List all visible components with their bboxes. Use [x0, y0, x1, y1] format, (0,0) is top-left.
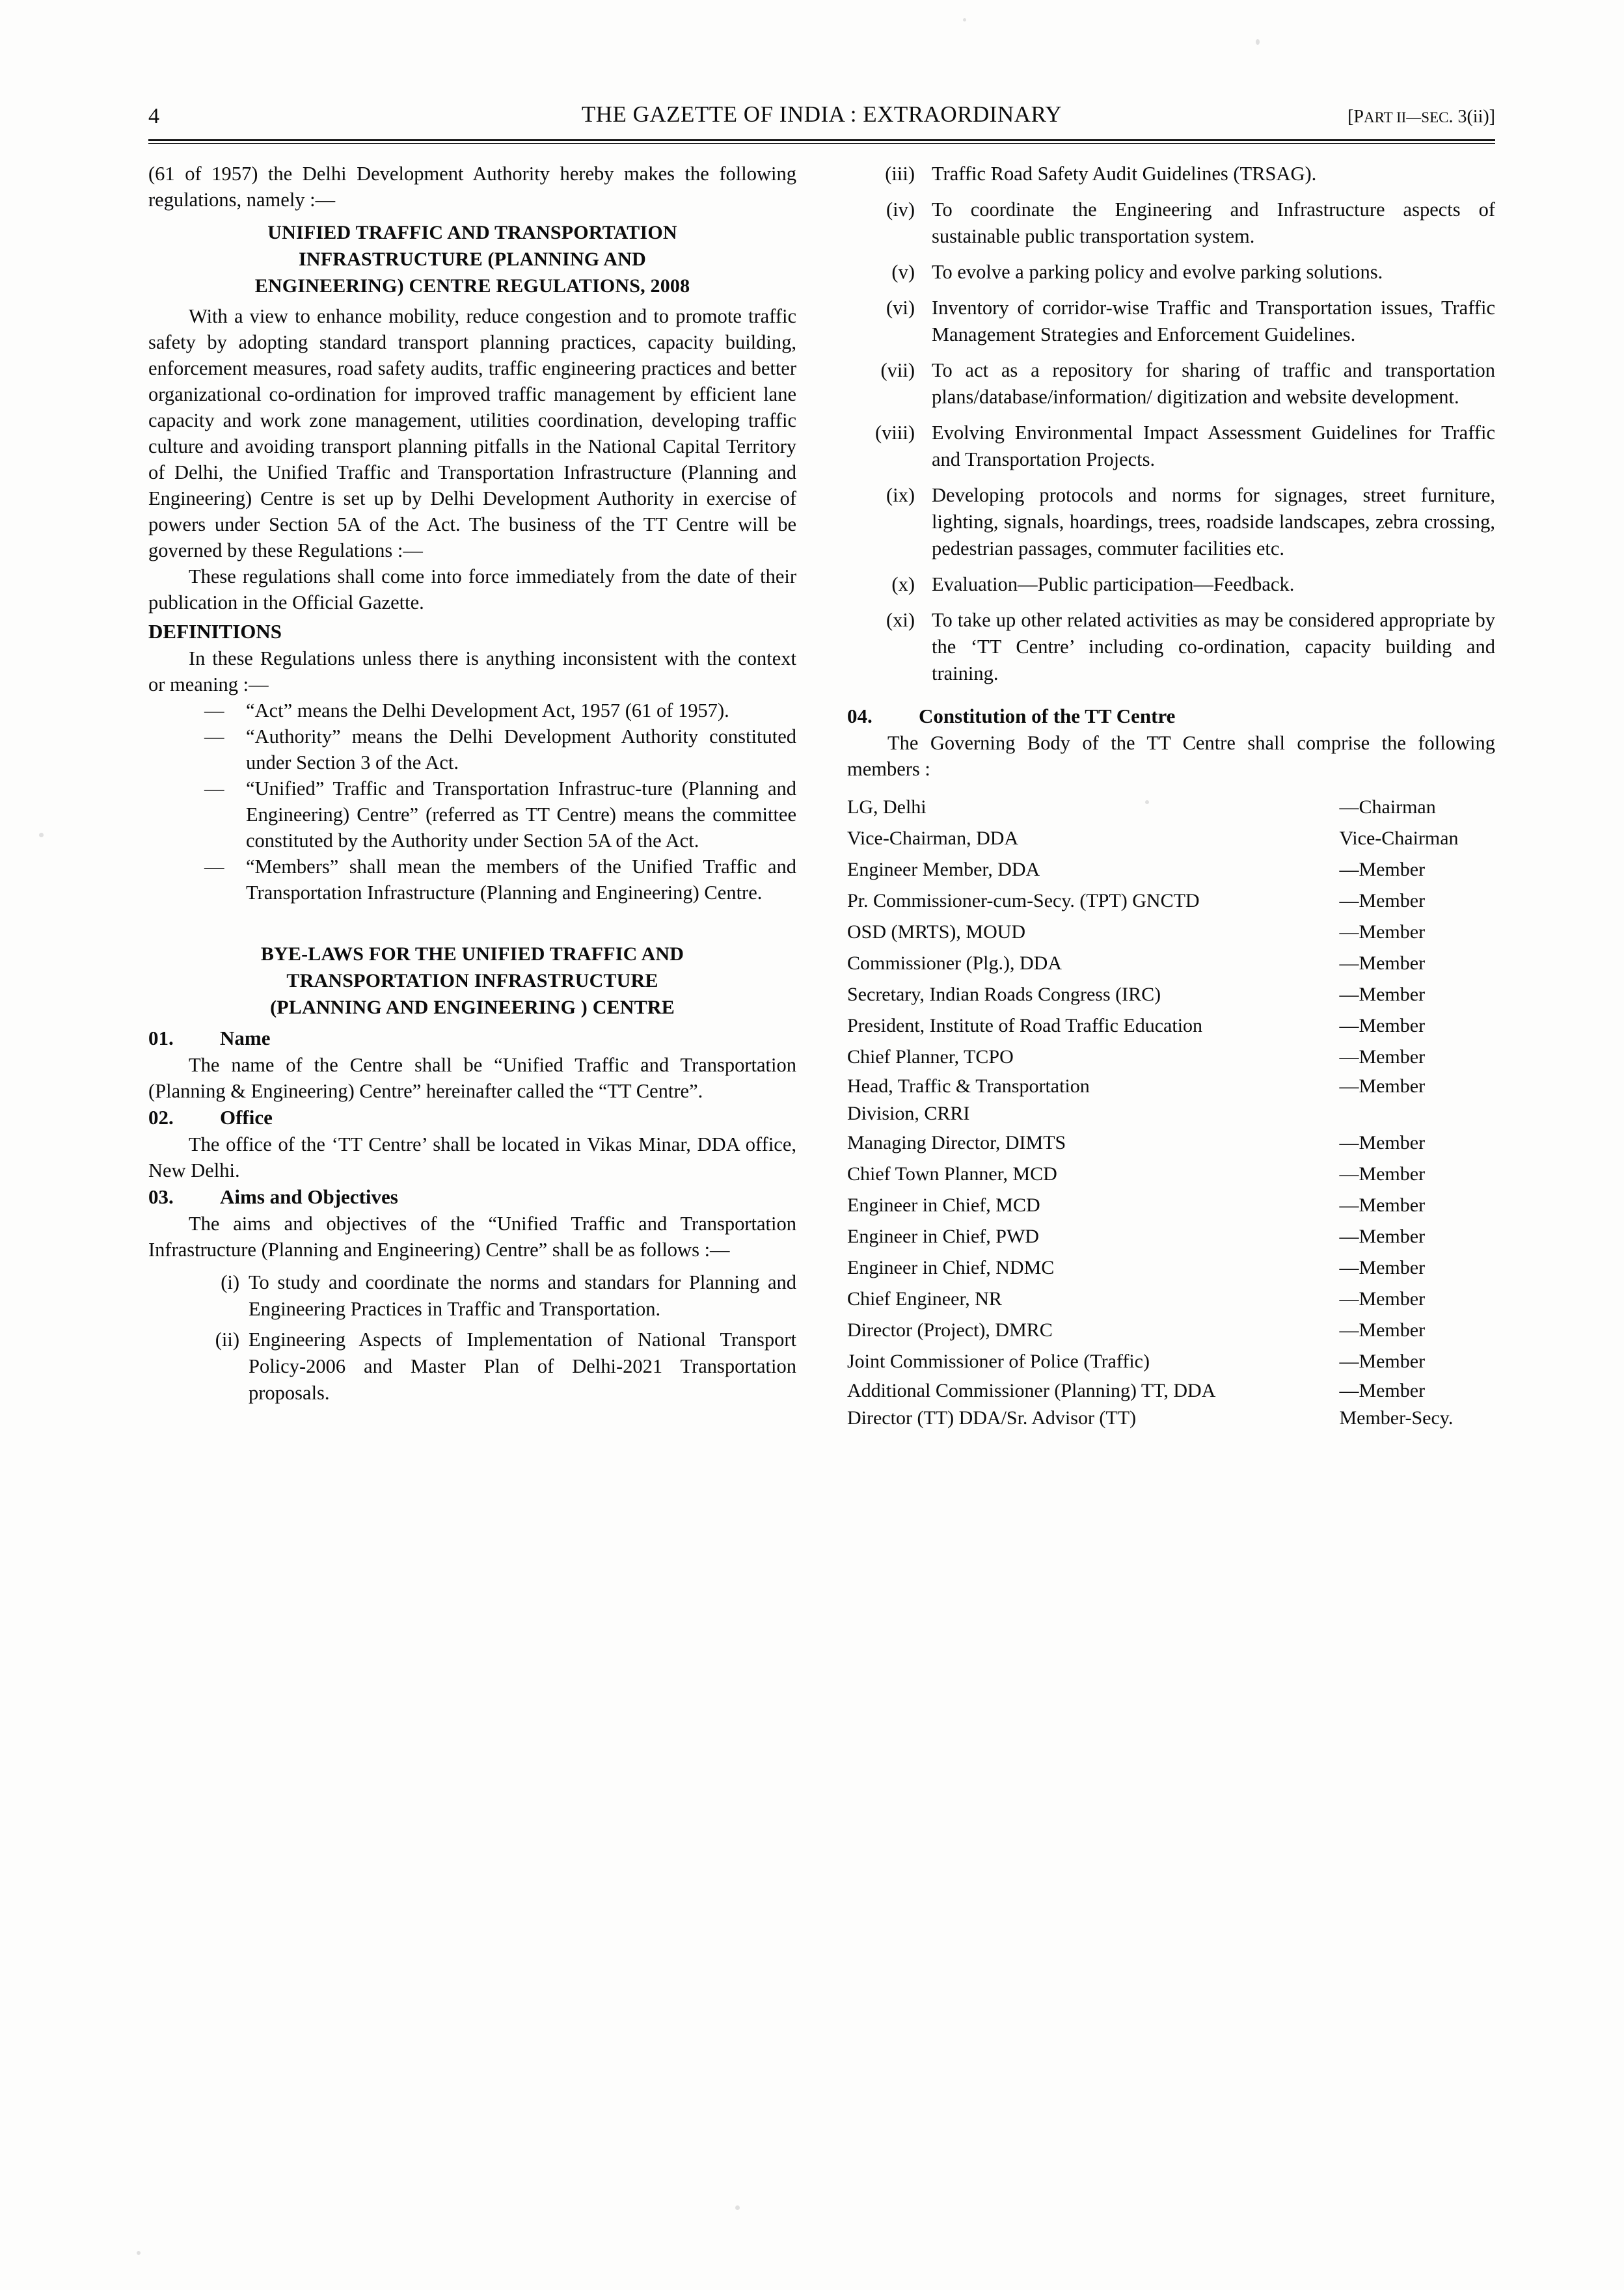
member-role: —Chairman	[1339, 796, 1436, 818]
section-03-body: The aims and objectives of the “Unified Traffic and Transportation Infrastructure (Planning and Engineering) Centre” shall be as follows :—	[148, 1213, 796, 1261]
scan-speck	[963, 18, 966, 21]
definition-text: “Act” means the Delhi Development Act, 1957 (61 of 1957).	[246, 699, 729, 721]
member-name: LG, Delhi	[847, 796, 927, 818]
regulations-heading-line-2: INFRASTRUCTURE (PLANNING AND	[299, 249, 646, 270]
objective-marker: (x)	[891, 573, 915, 595]
table-row	[847, 791, 1495, 822]
section-03-number: 03.	[148, 1185, 174, 1208]
scan-speck	[39, 833, 44, 837]
member-name: Chief Planner, TCPO	[847, 1045, 1014, 1068]
section-04-heading	[847, 703, 1495, 730]
spacer	[148, 906, 796, 934]
definition-text: “Members” shall mean the members of the Unified Traffic and Transportation Infrastructure (Planning and Engineering) Centre.	[246, 855, 796, 904]
section-04-title: Constitution of the TT Centre	[919, 705, 1176, 727]
member-name: Managing Director, DIMTS	[847, 1131, 1066, 1153]
table-row	[847, 1127, 1495, 1158]
member-role: —Member	[1339, 1131, 1426, 1153]
member-name: Pr. Commissioner-cum-Secy. (TPT) GNCTD	[847, 889, 1200, 911]
objective-text: To take up other related activities as may be considered appropriate by the ‘TT Centre’ including co-ordination, capacity building and training.	[932, 609, 1495, 684]
objective-marker: (xi)	[886, 609, 915, 631]
regulations-heading-line-3: ENGINEERING) CENTRE REGULATIONS, 2008	[254, 275, 690, 297]
two-column-body	[148, 161, 1495, 1431]
member-name: Additional Commissioner (Planning) TT, DDA	[847, 1379, 1216, 1401]
table-row	[847, 1377, 1495, 1404]
objective-text: To evolve a parking policy and evolve parking solutions.	[932, 261, 1383, 283]
objective-marker: (iv)	[886, 198, 915, 221]
table-row	[847, 854, 1495, 885]
objective-item	[847, 196, 1495, 250]
objective-item	[847, 259, 1495, 286]
section-02-number: 02.	[148, 1106, 174, 1129]
objective-marker: (iii)	[885, 163, 915, 185]
member-name: Chief Engineer, NR	[847, 1287, 1002, 1310]
definition-dash: —	[204, 855, 224, 878]
table-row	[847, 1041, 1495, 1072]
scan-speck	[735, 2205, 740, 2210]
regulations-heading-line-1: UNIFIED TRAFFIC AND TRANSPORTATION	[267, 222, 677, 243]
member-role: —Member	[1339, 1194, 1426, 1216]
table-row	[847, 1072, 1495, 1099]
objective-text: Evaluation—Public participation—Feedback.	[932, 573, 1295, 595]
part-prefix: [P	[1347, 107, 1364, 127]
objective-marker: (v)	[891, 261, 915, 283]
byelaws-heading-line-1: BYE-LAWS FOR THE UNIFIED TRAFFIC AND	[260, 943, 684, 965]
definition-dash: —	[204, 725, 224, 748]
member-name: Engineer in Chief, NDMC	[847, 1256, 1055, 1278]
section-03-title: Aims and Objectives	[220, 1185, 398, 1208]
right-column	[847, 161, 1495, 1431]
table-row	[847, 1189, 1495, 1220]
objective-text: To coordinate the Engineering and Infrastructure aspects of sustainable public transportation system.	[932, 198, 1495, 247]
member-role: —Member	[1339, 1014, 1426, 1036]
objective-text: Evolving Environmental Impact Assessment Guidelines for Traffic and Transportation Projects.	[932, 422, 1495, 470]
member-role: —Member	[1339, 1287, 1426, 1310]
page-header	[148, 98, 1495, 137]
scan-speck	[137, 2251, 141, 2255]
member-name: Chief Town Planner, MCD	[847, 1163, 1057, 1185]
part-mid: EC	[1429, 109, 1449, 126]
definitions-intro: In these Regulations unless there is anything inconsistent with the context or meaning :—	[148, 647, 796, 695]
section-02-body: The office of the ‘TT Centre’ shall be located in Vikas Minar, DDA office, New Delhi.	[148, 1133, 796, 1181]
page-content	[148, 98, 1495, 1431]
objective-text: Engineering Aspects of Implementation of National Transport Policy-2006 and Master Plan of Delhi-2021 Transportation proposals.	[249, 1328, 796, 1404]
table-row	[847, 1099, 1495, 1127]
table-row	[847, 1220, 1495, 1252]
member-name: Division, CRRI	[847, 1102, 970, 1124]
spacer	[847, 696, 1495, 703]
table-row	[847, 1252, 1495, 1283]
objective-item	[847, 571, 1495, 598]
definition-text: “Unified” Traffic and Transportation Infrastruc-ture (Planning and Engineering) Centre” (referred as TT Centre) means the committee constituted by the Authority under Section 5A of the Act.	[246, 777, 796, 852]
member-name: Director (Project), DMRC	[847, 1319, 1053, 1341]
section-04-body: The Governing Body of the TT Centre shall comprise the following members :	[847, 732, 1495, 780]
objective-item	[847, 357, 1495, 411]
member-name: Engineer in Chief, MCD	[847, 1194, 1040, 1216]
member-role: —Member	[1339, 1075, 1426, 1097]
section-02-heading	[148, 1104, 796, 1131]
commencement-paragraph: These regulations shall come into force immediately from the date of their publication in the Official Gazette.	[148, 565, 796, 613]
member-name: Vice-Chairman, DDA	[847, 827, 1019, 849]
objective-text: Developing protocols and norms for signages, street furniture, lighting, signals, hoardings, trees, roadside landscapes, zebra crossing, pedestrian passages, commuter facilities etc.	[932, 484, 1495, 559]
objective-text: To study and coordinate the norms and standars for Planning and Engineering Practices in Traffic and Transportation.	[249, 1271, 796, 1320]
byelaws-heading-line-2: TRANSPORTATION INFRASTRUCTURE	[286, 970, 658, 991]
member-role: —Member	[1339, 1379, 1426, 1401]
section-04-number: 04.	[847, 705, 873, 727]
section-03-heading	[148, 1183, 796, 1211]
objective-marker: (i)	[221, 1271, 239, 1293]
header-rule	[148, 139, 1495, 144]
member-role	[1320, 1099, 1495, 1127]
objective-item	[148, 1269, 796, 1323]
member-role: —Member	[1339, 858, 1426, 880]
intro-paragraph: (61 of 1957) the Delhi Development Authority hereby makes the following regulations, namely :—	[148, 163, 796, 211]
byelaws-heading-line-3: (PLANNING AND ENGINEERING ) CENTRE	[270, 997, 675, 1018]
member-role: Member-Secy.	[1339, 1407, 1454, 1429]
table-row	[847, 1283, 1495, 1314]
objective-item	[847, 607, 1495, 687]
objective-item	[847, 482, 1495, 562]
member-role: —Member	[1339, 1225, 1426, 1247]
member-name: Commissioner (Plg.), DDA	[847, 952, 1062, 974]
objective-item	[847, 161, 1495, 187]
table-row	[847, 822, 1495, 854]
member-name: Secretary, Indian Roads Congress (IRC)	[847, 983, 1161, 1005]
left-column	[148, 161, 796, 1431]
table-row	[847, 916, 1495, 947]
spacer	[148, 1263, 796, 1269]
table-row	[847, 978, 1495, 1010]
objective-marker: (vii)	[880, 359, 915, 381]
page-title: THE GAZETTE OF INDIA : EXTRAORDINARY	[581, 101, 1062, 127]
section-02-title: Office	[220, 1106, 273, 1129]
definition-item	[148, 854, 796, 906]
member-role: —Member	[1339, 1045, 1426, 1068]
member-name: Joint Commissioner of Police (Traffic)	[847, 1350, 1150, 1372]
member-role: —Member	[1339, 889, 1426, 911]
objective-text: Traffic Road Safety Audit Guidelines (TRSAG).	[932, 163, 1317, 185]
section-01-heading	[148, 1025, 796, 1052]
member-name: President, Institute of Road Traffic Education	[847, 1014, 1203, 1036]
section-01-body: The name of the Centre shall be “Unified Traffic and Transportation (Planning & Engineering) Centre” hereinafter called the “TT Centre”.	[148, 1054, 796, 1102]
objective-marker: (vi)	[886, 297, 915, 319]
table-row	[847, 947, 1495, 978]
definition-item	[148, 723, 796, 775]
table-row	[847, 1314, 1495, 1345]
definition-text: “Authority” means the Delhi Development Authority constituted under Section 3 of the Act.	[246, 725, 796, 774]
members-table	[847, 791, 1495, 1431]
member-role: —Member	[1339, 921, 1426, 943]
objective-marker: (ii)	[215, 1328, 239, 1351]
part-text: ART II—S	[1364, 109, 1430, 126]
objective-text: To act as a repository for sharing of traffic and transportation plans/database/information/ digitization and website development.	[932, 359, 1495, 408]
member-role: —Member	[1339, 983, 1426, 1005]
member-role: —Member	[1339, 1350, 1426, 1372]
member-role: —Member	[1339, 952, 1426, 974]
table-row	[847, 1158, 1495, 1189]
member-role: Vice-Chairman	[1339, 827, 1459, 849]
scan-speck	[1256, 39, 1260, 45]
page-number: 4	[148, 104, 159, 128]
member-name: Engineer Member, DDA	[847, 858, 1040, 880]
objective-marker: (ix)	[886, 484, 915, 506]
definition-dash: —	[204, 777, 224, 800]
member-role: —Member	[1339, 1163, 1426, 1185]
objective-text: Inventory of corridor-wise Traffic and Transportation issues, Traffic Management Strategies and Enforcement Guidelines.	[932, 297, 1495, 345]
objective-marker: (viii)	[875, 422, 915, 444]
member-name: Engineer in Chief, PWD	[847, 1225, 1039, 1247]
section-01-number: 01.	[148, 1027, 174, 1049]
table-row	[847, 1404, 1495, 1431]
member-name: Head, Traffic & Transportation	[847, 1075, 1090, 1097]
part-section-label	[1347, 107, 1495, 128]
table-row	[847, 1345, 1495, 1377]
definitions-title: DEFINITIONS	[148, 620, 282, 643]
part-suffix: . 3(ii)]	[1448, 107, 1495, 127]
objective-item	[847, 295, 1495, 348]
preamble-paragraph: With a view to enhance mobility, reduce congestion and to promote traffic safety by adopting standard transport planning practices, capacity building, enforcement measures, road safety audits, traffic engineering practices and better organizational co-ordination for improved traffic management by efficient lane capacity and work zone management, utilities coordination, developing traffic culture and avoiding transport planning pitfalls in the National Capital Territory of Delhi, the Unified Traffic and Transportation Infrastructure (Planning and Engineering) Centre is set up by Delhi Development Authority in exercise of powers under Section 5A of the Act. The business of the TT Centre will be governed by these Regulations :—	[148, 305, 796, 561]
member-name: OSD (MRTS), MOUD	[847, 921, 1026, 943]
member-role: —Member	[1339, 1256, 1426, 1278]
section-01-title: Name	[220, 1027, 271, 1049]
member-name: Director (TT) DDA/Sr. Advisor (TT)	[847, 1407, 1137, 1429]
objective-item	[847, 420, 1495, 473]
definition-item	[148, 697, 796, 723]
member-role: —Member	[1339, 1319, 1426, 1341]
regulations-heading	[148, 219, 796, 299]
table-row	[847, 1010, 1495, 1041]
table-row	[847, 885, 1495, 916]
objective-item	[148, 1327, 796, 1407]
byelaws-heading	[148, 941, 796, 1021]
definition-dash: —	[204, 699, 224, 721]
definition-item	[148, 775, 796, 854]
